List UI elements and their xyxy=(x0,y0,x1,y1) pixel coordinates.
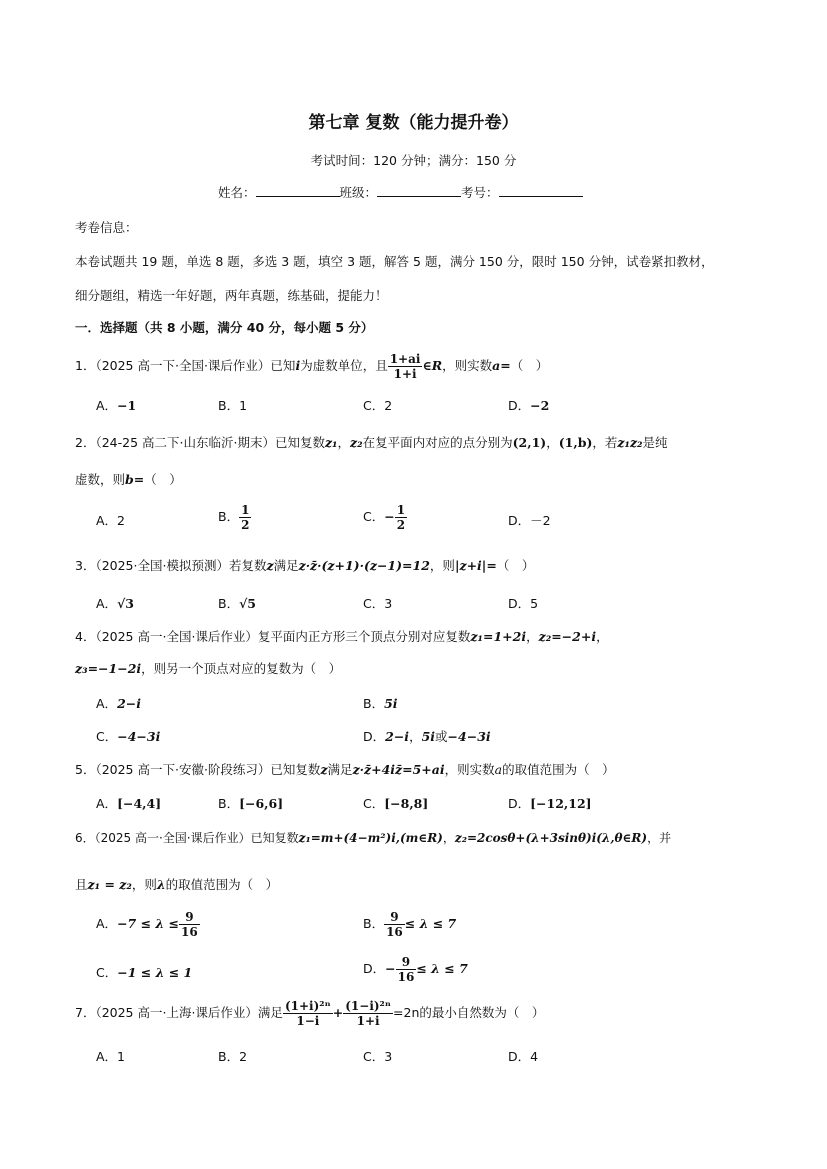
question-5: 5．（2025 高一下·安徽·阶段练习）已知复数z满足z·z̄+4iz̄=5+ai，则实数a的取值范围为（ ） xyxy=(75,762,615,777)
q4-option-b[interactable]: B．5i xyxy=(363,696,398,711)
q1-option-d[interactable]: D．−2 xyxy=(508,398,550,413)
q2-option-d[interactable]: D．－2 xyxy=(508,513,551,528)
page-title: 第七章 复数（能力提升卷） xyxy=(308,113,519,133)
question-6-line-2: 且z₁ = z₂，则λ的取值范围为（ ） xyxy=(75,877,279,892)
question-4-line-2: z₃=−1−2i，则另一个顶点对应的复数为（ ） xyxy=(75,661,342,676)
info-line-1: 本卷试题共 19 题，单选 8 题，多选 3 题，填空 3 题，解答 5 题，满分 150 分，限时 150 分钟，试卷紧扣教材， xyxy=(75,254,714,269)
number-label: 考号： xyxy=(461,185,499,200)
q4-option-a[interactable]: A．2−i xyxy=(96,696,141,711)
q3-option-b[interactable]: B．√5 xyxy=(218,596,256,611)
class-blank[interactable] xyxy=(377,184,461,197)
question-2-line-2: 虚数，则b=（ ） xyxy=(75,472,182,487)
q7-option-a[interactable]: A．1 xyxy=(96,1049,126,1064)
q4-option-c[interactable]: C．−4−3i xyxy=(96,729,161,744)
question-3: 3．（2025·全国·模拟预测）若复数z满足z·z̄·(z+1)·(z−1)=12，则|z+i|=（ ） xyxy=(75,558,535,573)
q3-option-c[interactable]: C．3 xyxy=(363,596,393,611)
section-heading: 一．选择题（共 8 小题，满分 40 分，每小题 5 分） xyxy=(75,320,374,335)
q7-option-d[interactable]: D．4 xyxy=(508,1049,539,1064)
exam-info: 考试时间：120 分钟；满分：150 分 xyxy=(310,153,517,168)
q2-option-c[interactable]: C．− $\frac{1}{2}$ xyxy=(363,503,406,532)
q5-option-c[interactable]: C．[−8,8] xyxy=(363,796,429,811)
info-line-2: 细分题组，精选一年好题，两年真题，练基础，提能力！ xyxy=(75,288,388,303)
q1-option-c[interactable]: C．2 xyxy=(363,398,393,413)
q1-option-b[interactable]: B．1 xyxy=(218,398,248,413)
q7-option-c[interactable]: C．3 xyxy=(363,1049,393,1064)
class-label: 班级： xyxy=(339,185,378,200)
q5-option-d[interactable]: D．[−12,12] xyxy=(508,796,592,811)
question-1: 1．（2025 高一下·全国·课后作业）已知i为虚数单位，且 $\frac{1+ai}{1+i}$ ∈R，则实数a=（ ） xyxy=(75,352,549,381)
q6-option-c[interactable]: C．−1 ≤ λ ≤ 1 xyxy=(96,965,193,980)
question-7: 7．（2025 高一·上海·课后作业）满足 $\frac{\text{(1+i)²ⁿ}}{1-i}$ + $\frac{\text{(1−i)²ⁿ}}{1+i}$ =2n的最小自然数为（ ） xyxy=(75,999,545,1028)
q3-option-d[interactable]: D．5 xyxy=(508,596,539,611)
question-4: 4．（2025 高一·全国·课后作业）复平面内正方形三个顶点分别对应复数z₁=1+2i，z₂=−2+i， xyxy=(75,629,609,644)
q2-option-a[interactable]: A．2 xyxy=(96,513,126,528)
q6-option-b[interactable]: B． $\frac{9}{16}$ ≤ λ ≤ 7 xyxy=(363,910,457,939)
q5-option-b[interactable]: B．[−6,6] xyxy=(218,796,284,811)
question-2: 2．（24-25 高二下·山东临沂·期末）已知复数z₁，z₂在复平面内对应的点分别为(2,1)，(1,b)，若z₁z₂是纯 xyxy=(75,435,668,450)
q6-option-d[interactable]: D．− $\frac{9}{16}$ ≤ λ ≤ 7 xyxy=(363,955,468,984)
student-fields xyxy=(218,183,583,201)
q4-option-d[interactable]: D．2−i，5i或−4−3i xyxy=(363,729,491,744)
q5-option-a[interactable]: A．[−4,4] xyxy=(96,796,162,811)
question-6: 6．（2025 高一·全国·课后作业）已知复数z₁=m+(4−m²)i,(m∈R)，z₂=2cosθ+(λ+3sinθ)i(λ,θ∈R)，并 xyxy=(75,831,672,845)
q1-option-a[interactable]: A．−1 xyxy=(96,398,137,413)
q3-option-a[interactable]: A．√3 xyxy=(96,596,134,611)
name-blank[interactable] xyxy=(256,184,340,197)
q7-option-b[interactable]: B．2 xyxy=(218,1049,248,1064)
q2-option-b[interactable]: B． $\frac{1}{2}$ xyxy=(218,503,250,532)
number-blank[interactable] xyxy=(499,184,583,197)
q6-option-a[interactable]: A．−7 ≤ λ ≤ $\frac{9}{16}$ xyxy=(96,910,198,939)
info-header: 考卷信息： xyxy=(75,220,138,235)
name-label: 姓名： xyxy=(218,185,256,200)
